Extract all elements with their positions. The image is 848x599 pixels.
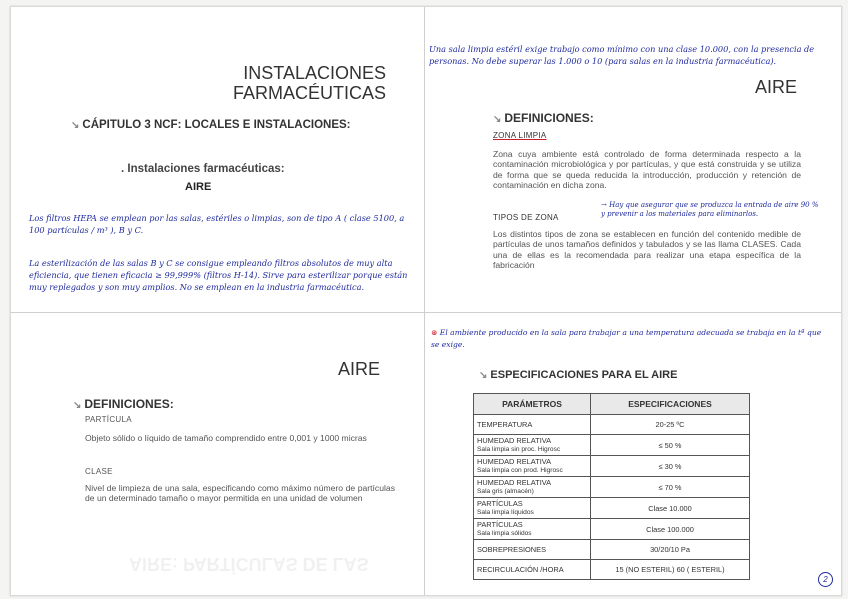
handwritten-note-top: Una sala limpia estéril exige trabajo como mínimo con una clase 10.000, con la presencia de personas. No debe superar las 1.000 o 10 (para salas en la industria farmacéutica). bbox=[429, 44, 815, 66]
slide-title bbox=[233, 63, 386, 103]
specifications-table bbox=[473, 393, 750, 580]
parameter-cell bbox=[474, 560, 591, 580]
specification-cell: ≤ 70 % bbox=[591, 477, 750, 498]
definitions-heading bbox=[73, 397, 174, 411]
handwritten-note-1: Los filtros HEPA se emplean por las salas, estériles o limpias, son de tipo A ( clase 5100, a 100 partículas / m³ ), B y C. bbox=[29, 213, 405, 235]
table-body bbox=[474, 415, 750, 580]
text-particula: Objeto sólido o líquido de tamaño comprendido entre 0,001 y 1000 micras bbox=[85, 433, 367, 443]
label-zona-limpia: ZONA LIMPIA bbox=[493, 131, 547, 140]
parameter-name: HUMEDAD RELATIVA bbox=[477, 478, 552, 487]
bullet-icon: ↘ bbox=[73, 400, 82, 411]
slide-title: AIRE bbox=[337, 359, 380, 379]
slide-title: AIRE bbox=[754, 77, 797, 97]
section-subtitle-aire: AIRE bbox=[185, 181, 212, 193]
label-clase: CLASE bbox=[85, 467, 113, 476]
table-row bbox=[474, 456, 750, 477]
table-header-row bbox=[474, 394, 750, 415]
page-number: 2 bbox=[818, 572, 833, 587]
parameter-cell bbox=[474, 477, 591, 498]
heading-text: ESPECIFICACIONES PARA EL AIRE bbox=[490, 369, 678, 381]
parameter-cell bbox=[474, 498, 591, 519]
slide-top-right bbox=[425, 7, 841, 312]
specification-cell: Clase 100.000 bbox=[591, 519, 750, 540]
specification-cell: 30/20/10 Pa bbox=[591, 540, 750, 560]
parameter-cell bbox=[474, 435, 591, 456]
parameter-detail: Sala limpia líquidos bbox=[477, 509, 534, 516]
column-header: PARÁMETROS bbox=[474, 394, 591, 415]
table-row bbox=[474, 435, 750, 456]
parameter-name: PARTÍCULAS bbox=[477, 499, 523, 508]
parameter-detail: Sala limpia sólidos bbox=[477, 530, 532, 537]
text-clase: Nivel de limpieza de una sala, especificando como máximo número de partículas de un determinado tamaño o mayor permitida en una unidad de volumen bbox=[85, 483, 395, 504]
note-marker-icon: ⊛ bbox=[431, 328, 440, 337]
document-sheet bbox=[10, 6, 842, 596]
bleed-through-text: AIRE: PARTÍCULAS DE LAS bbox=[129, 554, 369, 574]
table-row bbox=[474, 498, 750, 519]
specifications-heading bbox=[479, 369, 677, 381]
chapter-text: CÁPITULO 3 NCF: LOCALES E INSTALACIONES: bbox=[82, 119, 351, 131]
parameter-name: SOBREPRESIONES bbox=[477, 545, 546, 554]
parameter-detail: Sala limpia sin proc. Higrosc bbox=[477, 446, 561, 453]
table-row bbox=[474, 540, 750, 560]
parameter-detail: Sala limpia con prod. Higrosc bbox=[477, 467, 563, 474]
parameter-cell bbox=[474, 415, 591, 435]
parameter-name: HUMEDAD RELATIVA bbox=[477, 436, 552, 445]
chapter-heading bbox=[71, 119, 351, 131]
parameter-name: TEMPERATURA bbox=[477, 420, 533, 429]
column-header: ESPECIFICACIONES bbox=[591, 394, 750, 415]
parameter-cell bbox=[474, 540, 591, 560]
table-row bbox=[474, 519, 750, 540]
parameter-name: HUMEDAD RELATIVA bbox=[477, 457, 552, 466]
bullet-icon: ↘ bbox=[479, 370, 488, 381]
heading-text: DEFINICIONES: bbox=[504, 111, 594, 125]
slide-bottom-right bbox=[425, 313, 841, 595]
specification-cell: ≤ 30 % bbox=[591, 456, 750, 477]
label-tipos-zona: TIPOS DE ZONA bbox=[493, 213, 559, 222]
paragraph-tipos-zona: Los distintos tipos de zona se establecen en función del contenido medible de partículas de unos tamaños definidos y tabulados y se las llama CLASES. Cada una de ellas es la recomendada para realizar una etapa específica de la fabricación bbox=[493, 229, 801, 271]
handwritten-note-2: La esterilización de las salas B y C se consigue empleando filtros absolutos de muy alta eficiencia, que tienen eficacia ≥ 99,999% (filtros H-14). Sirve para esterilizar porque están muy replegados y son muy amplios. No se emplean en la industria farmacéutica. bbox=[29, 258, 408, 292]
specification-cell: Clase 10.000 bbox=[591, 498, 750, 519]
bullet-icon: ↘ bbox=[71, 120, 80, 131]
table-row bbox=[474, 560, 750, 580]
parameter-name: RECIRCULACIÓN /HORA bbox=[477, 565, 564, 574]
title-line-1: INSTALACIONES bbox=[243, 63, 386, 83]
title-line-2: FARMACÉUTICAS bbox=[232, 83, 386, 103]
handwritten-note-top bbox=[431, 327, 831, 351]
specification-cell: 15 (NO ESTERIL) 60 ( ESTERIL) bbox=[591, 560, 750, 580]
slide-bottom-left bbox=[11, 313, 424, 595]
parameter-cell bbox=[474, 456, 591, 477]
note-text: El ambiente producido en la sala para trabajar a una temperatura adecuada se trabaja en la tª que se exige. bbox=[431, 328, 822, 349]
handwritten-inline-note: → Hay que asegurar que se produzca la entrada de aire 90 % y prevenir a los materiales para eliminarlos. bbox=[601, 201, 819, 218]
label-particula: PARTÍCULA bbox=[85, 415, 132, 424]
parameter-cell bbox=[474, 519, 591, 540]
specification-cell: ≤ 50 % bbox=[591, 435, 750, 456]
bullet-icon: ↘ bbox=[493, 114, 502, 125]
paragraph-zona-limpia: Zona cuya ambiente está controlado de forma determinada respecto a la contaminación microbiológica y por partículas, y que está construida y se utiliza de forma que se queda reducida la introducción, producción y retención de contaminación en dicha zona. bbox=[493, 149, 801, 191]
table-row bbox=[474, 415, 750, 435]
table-row bbox=[474, 477, 750, 498]
heading-text: DEFINICIONES: bbox=[84, 397, 174, 411]
specification-cell: 20-25 ºC bbox=[591, 415, 750, 435]
parameter-name: PARTÍCULAS bbox=[477, 520, 523, 529]
definitions-heading bbox=[493, 111, 594, 125]
slide-top-left bbox=[11, 7, 424, 312]
section-subtitle: . Instalaciones farmacéuticas: bbox=[121, 163, 285, 175]
parameter-detail: Sala gris (almacén) bbox=[477, 488, 534, 495]
